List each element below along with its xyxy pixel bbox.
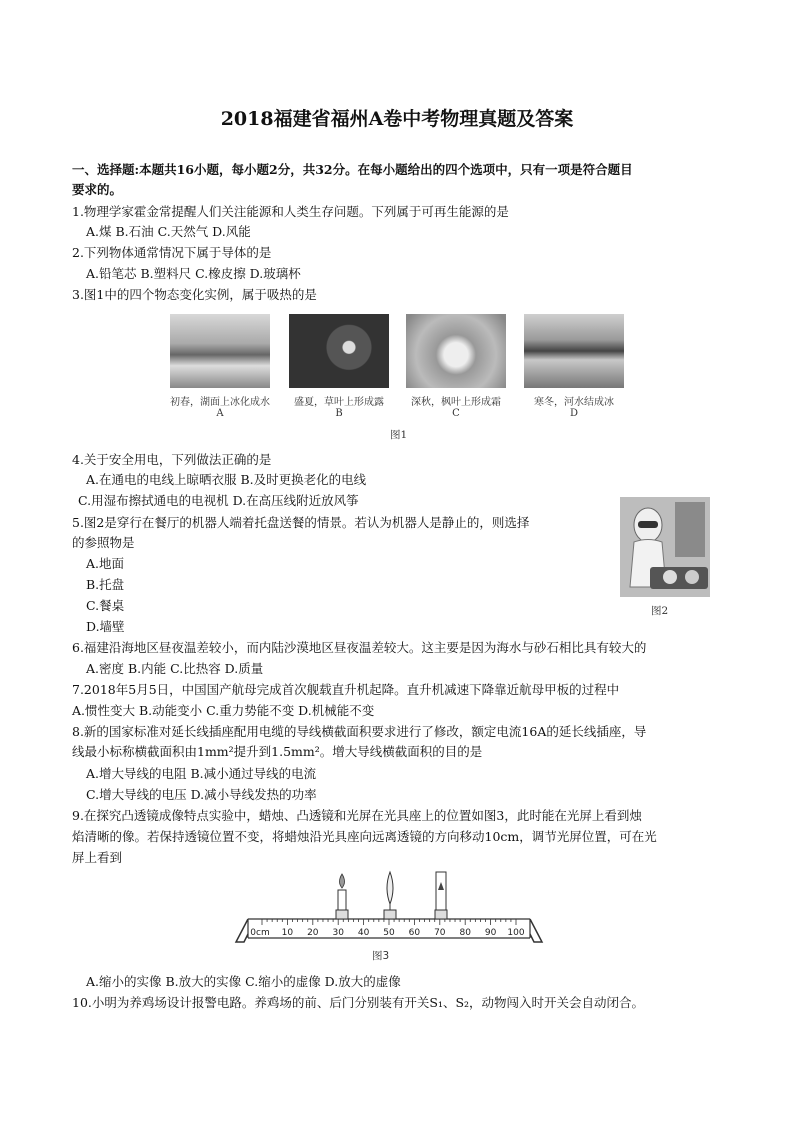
q4-options-line1: A.在通电的电线上晾晒衣服 B.及时更换老化的电线 [86, 472, 367, 487]
q9-stem-line2: 焰清晰的像。若保持透镜位置不变，将蜡烛沿光具座向远离透镜的方向移动10cm，调节光屏位置，可在光 [72, 829, 657, 844]
q7-options: A.惯性变大 B.动能变小 C.重力势能不变 D.机械能不变 [72, 703, 375, 718]
bench-tick-label: 40 [357, 928, 370, 938]
bench-tick-label: 80 [459, 928, 471, 938]
candle-icon [336, 874, 348, 919]
section-heading-line1: 一、选择题:本题共16小题，每小题2分，共32分。在每小题给出的四个选项中，只有一项是符合题目 [72, 162, 633, 177]
bench-tick-label: 70 [434, 928, 446, 938]
bench-tick-label: 0cm [250, 928, 270, 938]
section-heading-line2: 要求的。 [72, 182, 123, 197]
bench-tick-label: 60 [408, 928, 421, 938]
bench-tick-label: 10 [281, 928, 294, 938]
q8-options-line2: C.增大导线的电压 D.减小导线发热的功率 [86, 787, 317, 802]
light-screen-icon [435, 872, 447, 919]
page-title: 2018福建省福州A卷中考物理真题及答案 [220, 108, 574, 130]
fig1-letter-d: D [569, 408, 579, 419]
photo-river-freezing [524, 314, 624, 388]
q5-option-c: C.餐桌 [86, 598, 125, 613]
photo-frost-on-leaf [406, 314, 506, 388]
q9-stem-line1: 9.在探究凸透镜成像特点实验中，蜡烛、凸透镜和光屏在光具座上的位置如图3，此时能在光屏上看到烛 [72, 808, 642, 823]
q1-options: A.煤 B.石油 C.天然气 D.风能 [86, 224, 251, 239]
convex-lens-icon [384, 872, 396, 919]
q2-stem: 2.下列物体通常情况下属于导体的是 [72, 245, 272, 260]
q6-options: A.密度 B.内能 C.比热容 D.质量 [86, 661, 264, 676]
bench-tick-label: 100 [507, 928, 525, 938]
fig1-letter-a: A [216, 408, 224, 419]
fig1-caption-d: 寒冬，河水结成冰 [534, 397, 614, 408]
q8-options-line1: A.增大导线的电阻 B.减小通过导线的电流 [86, 766, 317, 781]
q5-stem-line1: 5.图2是穿行在餐厅的机器人端着托盘送餐的情景。若认为机器人是静止的，则选择 [72, 515, 530, 530]
q10-stem: 10.小明为养鸡场设计报警电路。养鸡场的前、后门分别装有开关S₁、S₂，动物闯入时开关会自动闭合。 [72, 995, 645, 1010]
q1-stem: 1.物理学家霍金常提醒人们关注能源和人类生存问题。下列属于可再生能源的是 [72, 204, 509, 219]
photo-ice-melting [170, 314, 270, 388]
photo-robot-waiter [620, 497, 710, 597]
q5-stem-line2: 的参照物是 [72, 535, 135, 550]
bench-tick-label: 50 [383, 928, 395, 938]
q9-options: A.缩小的实像 B.放大的实像 C.缩小的虚像 D.放大的虚像 [86, 974, 401, 989]
fig1-label: 图1 [390, 429, 408, 441]
fig1-caption-c: 深秋，枫叶上形成霜 [411, 397, 501, 408]
q8-stem-line1: 8.新的国家标准对延长线插座配用电缆的导线横截面积要求进行了修改，额定电流16A的延长线插座，导 [72, 724, 647, 739]
q7-stem: 7.2018年5月5日，中国国产航母完成首次舰载直升机起降。直升机减速下降靠近航母甲板的过程中 [72, 682, 620, 697]
q5-option-b: B.托盘 [86, 577, 125, 592]
q4-stem: 4.关于安全用电，下列做法正确的是 [72, 452, 272, 467]
q5-option-a: A.地面 [86, 556, 125, 571]
bench-tick-label: 90 [484, 928, 497, 938]
fig1-caption-b: 盛夏，草叶上形成露 [294, 397, 384, 408]
fig3-label: 图3 [372, 950, 390, 962]
q5-option-d: D.墙壁 [86, 619, 125, 634]
fig2-label: 图2 [651, 605, 669, 617]
optical-bench-diagram [232, 866, 546, 948]
fig1-caption-a: 初春，湖面上冰化成水 [170, 397, 270, 408]
fig1-letter-b: B [335, 408, 343, 419]
fig1-letter-c: C [452, 408, 460, 419]
bench-tick-label: 20 [307, 928, 319, 938]
bench-tick-marks [262, 919, 516, 925]
q3-stem: 3.图1中的四个物态变化实例，属于吸热的是 [72, 287, 317, 302]
photo-dew-on-leaf [289, 314, 389, 388]
q4-options-line2: C.用湿布擦拭通电的电视机 D.在高压线附近放风筝 [78, 493, 359, 508]
q8-stem-line2: 线最小标称横截面积由1mm²提升到1.5mm²。增大导线横截面积的目的是 [72, 744, 483, 759]
bench-tick-label: 30 [332, 928, 344, 938]
q9-stem-line3: 屏上看到 [72, 850, 123, 865]
q6-stem: 6.福建沿海地区昼夜温差较小，而内陆沙漠地区昼夜温差较大。这主要是因为海水与砂石相比具有较大的 [72, 640, 647, 655]
q2-options: A.铅笔芯 B.塑料尺 C.橡皮擦 D.玻璃杯 [86, 266, 301, 281]
